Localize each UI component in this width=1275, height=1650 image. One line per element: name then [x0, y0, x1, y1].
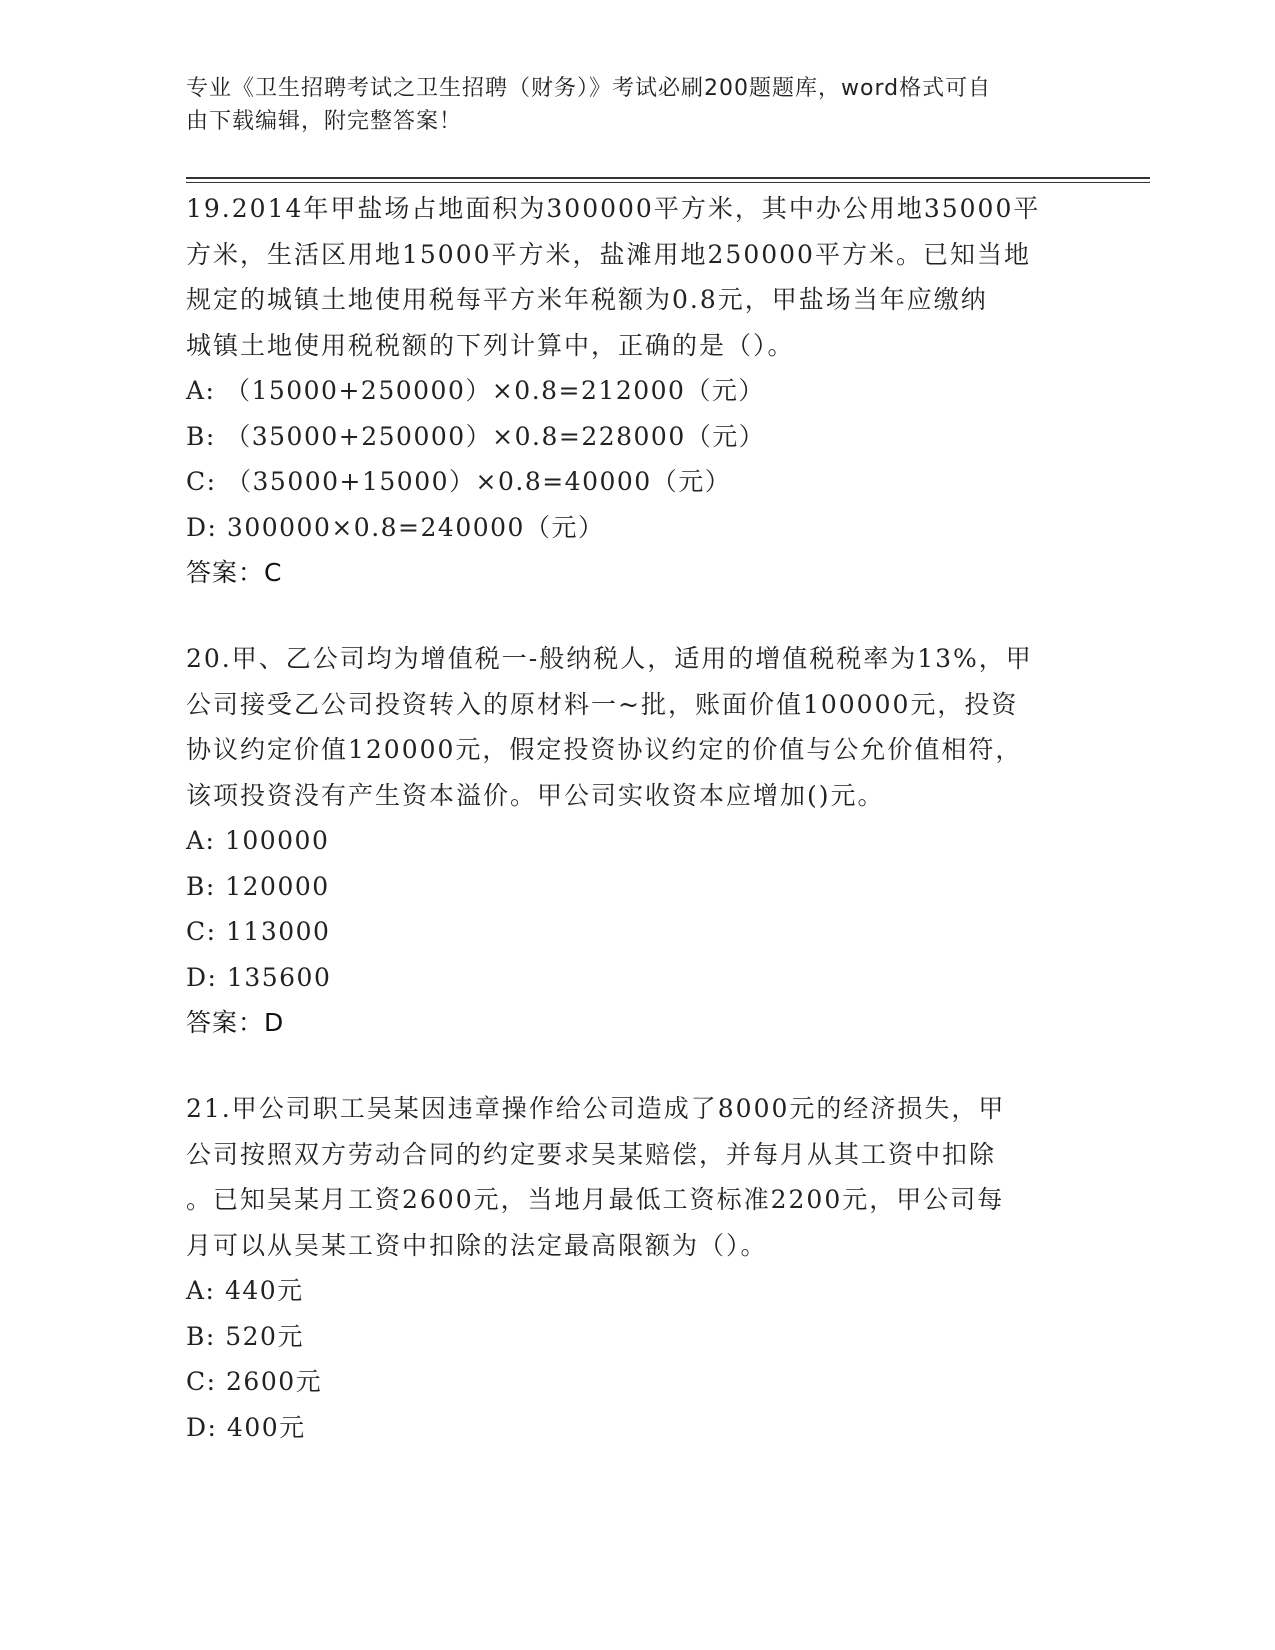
option-c [186, 909, 1086, 955]
question-21 [186, 1086, 1086, 1450]
option-a [186, 1268, 1086, 1314]
question-stem-line: 月可以从吴某工资中扣除的法定最高限额为（）。 [186, 1230, 768, 1260]
question-20 [186, 636, 1086, 1045]
option-letter: A: [186, 1276, 216, 1305]
option-c [186, 1359, 1086, 1405]
option-d [186, 505, 1086, 551]
option-letter: D: [186, 962, 218, 992]
option-text: （35000+250000）×0.8=228000（元） [225, 421, 766, 451]
option-d [186, 1405, 1086, 1451]
option-text: 2600元 [226, 1367, 323, 1396]
answer-line: 答案：D [186, 1008, 285, 1037]
question-stem-line: 该项投资没有产生资本溢价。甲公司实收资本应增加()元。 [186, 780, 885, 810]
question-stem-line: 方米，生活区用地15000平方米，盐滩用地250000平方米。已知当地 [186, 239, 1031, 269]
answer-line: 答案：C [186, 558, 283, 587]
option-letter: A: [186, 826, 216, 855]
option-b [186, 1314, 1086, 1360]
option-text: 120000 [225, 871, 330, 901]
option-letter: A: [186, 376, 216, 405]
option-a [186, 818, 1086, 864]
option-text: 100000 [224, 826, 330, 855]
option-text: 135600 [226, 962, 332, 992]
question-stem-line: 公司接受乙公司投资转入的原材料一~批，账面价值100000元，投资 [186, 689, 1019, 719]
option-text: 440元 [224, 1276, 304, 1305]
option-b [186, 864, 1086, 910]
question-stem-line: 公司按照双方劳动合同的约定要求吴某赔偿，并每月从其工资中扣除 [186, 1139, 997, 1169]
option-text: 113000 [226, 917, 331, 946]
option-text: 520元 [225, 1321, 304, 1351]
question-19 [186, 186, 1086, 595]
option-a [186, 368, 1086, 414]
option-d [186, 955, 1086, 1001]
header-line-1: 专业《卫生招聘考试之卫生招聘（财务）》考试必刷200题题库，word格式可自 [186, 76, 992, 101]
option-letter: C: [186, 917, 217, 946]
question-stem-line: 协议约定价值120000元，假定投资协议约定的价值与公允价值相符， [186, 735, 1023, 764]
option-letter: B: [186, 1321, 216, 1351]
option-text: （35000+15000）×0.8=40000（元） [226, 467, 732, 496]
option-c [186, 459, 1086, 505]
question-stem-line: 规定的城镇土地使用税每平方米年税额为0.8元，甲盐场当年应缴纳 [186, 285, 988, 314]
option-letter: C: [186, 467, 217, 496]
option-letter: B: [186, 421, 216, 451]
header-line-2: 由下载编辑，附完整答案！ [186, 109, 463, 134]
question-stem-line: 21.甲公司职工吴某因违章操作给公司造成了8000元的经济损失，甲 [186, 1094, 1006, 1123]
option-letter: B: [186, 871, 216, 901]
option-text: （15000+250000）×0.8=212000（元） [224, 376, 765, 405]
option-text: 300000×0.8=240000（元） [226, 512, 605, 542]
header-divider-thick [186, 177, 1150, 179]
question-stem-line: 19.2014年甲盐场占地面积为300000平方米，其中办公用地35000平 [186, 194, 1041, 223]
option-letter: D: [186, 512, 218, 542]
header-divider-thin [186, 182, 1150, 183]
question-stem-line: 20.甲、乙公司均为增值税一-般纳税人，适用的增值税税率为13%，甲 [186, 644, 1033, 673]
option-b [186, 414, 1086, 460]
option-text: 400元 [226, 1412, 306, 1442]
option-letter: D: [186, 1412, 218, 1442]
question-stem-line: 城镇土地使用税税额的下列计算中，正确的是（）。 [186, 330, 795, 360]
question-stem-line: 。已知吴某月工资2600元，当地月最低工资标准2200元，甲公司每 [186, 1185, 1005, 1214]
option-letter: C: [186, 1367, 217, 1396]
document-header [186, 72, 1066, 138]
